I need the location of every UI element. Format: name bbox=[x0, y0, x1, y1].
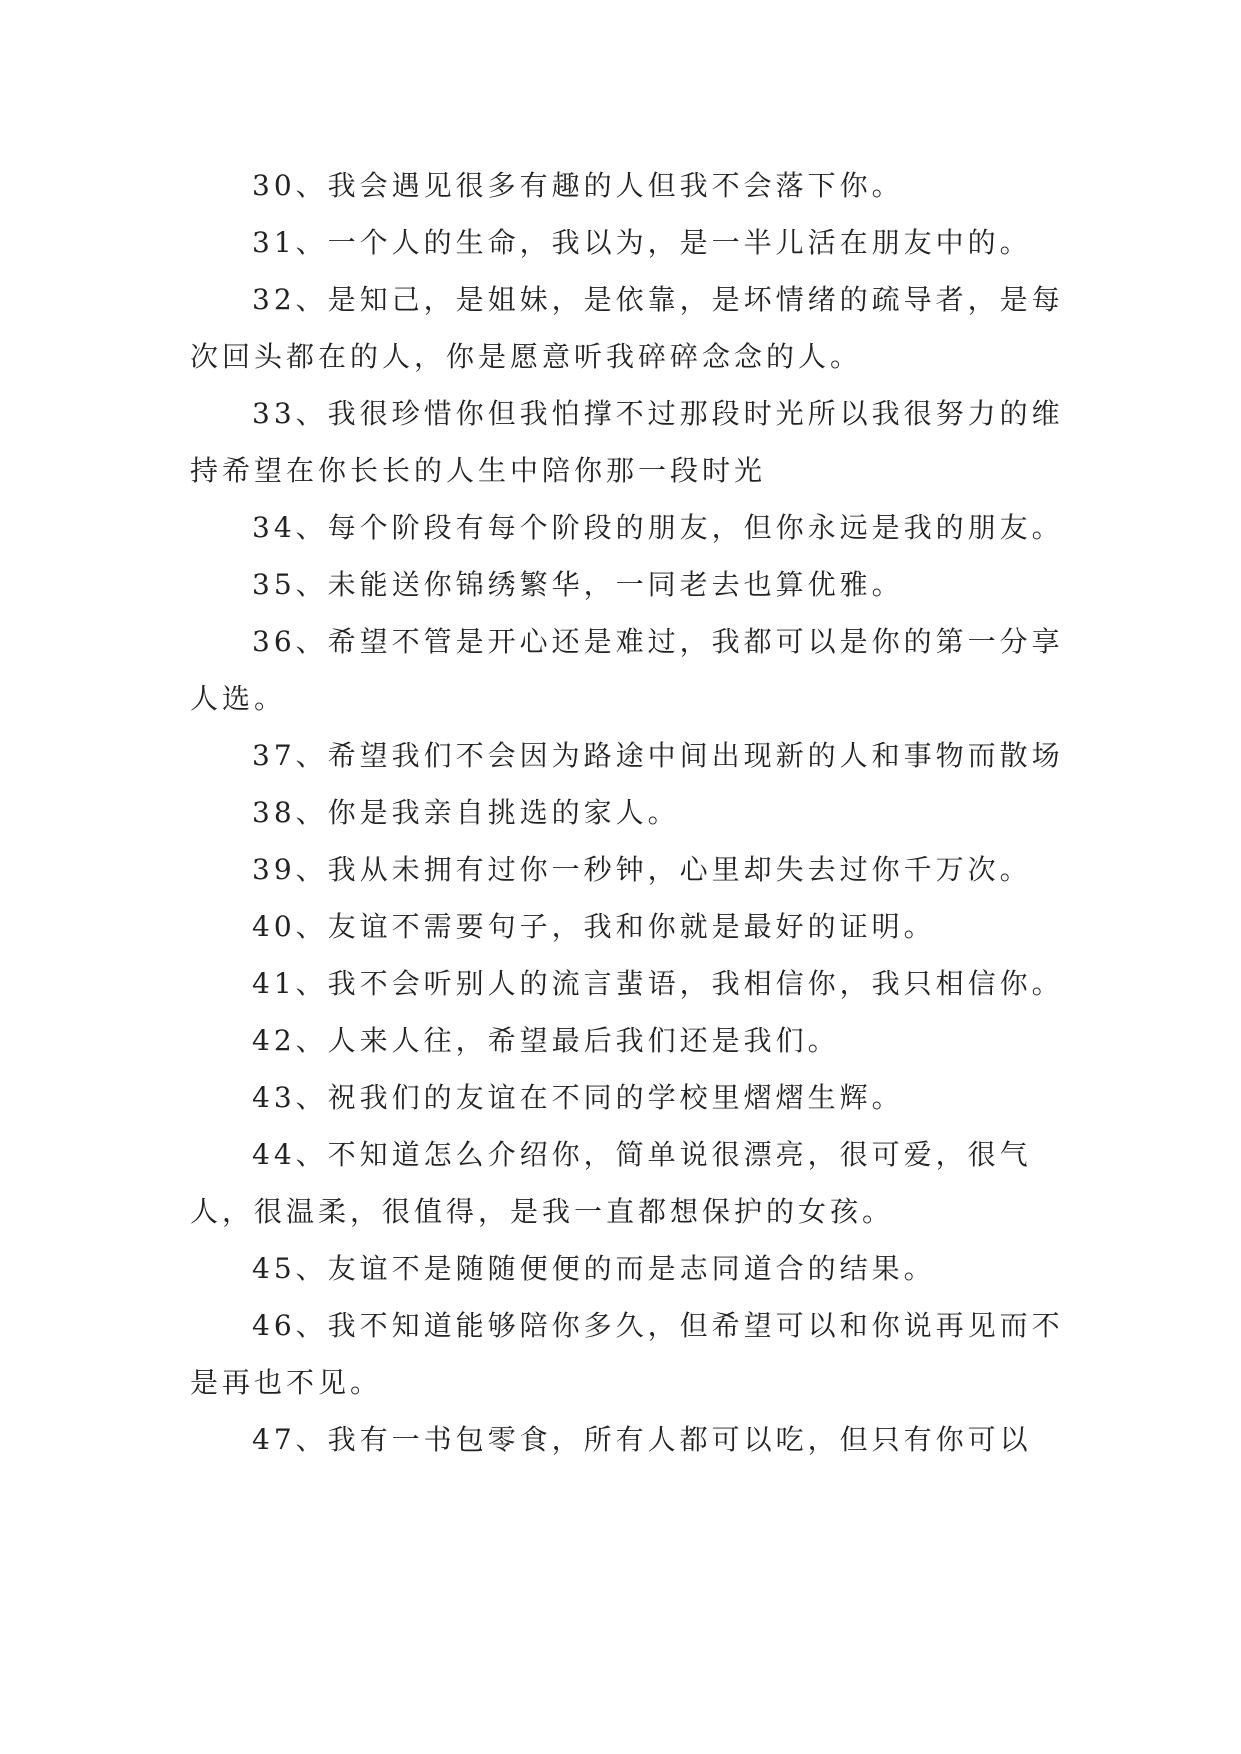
paragraph-43: 43、祝我们的友谊在不同的学校里熠熠生辉。 bbox=[252, 1081, 904, 1114]
paragraph-44: 44、不知道怎么介绍你，简单说很漂亮，很可爱，很气人，很温柔，很值得，是我一直都想保护的女孩。 bbox=[190, 1138, 1032, 1228]
paragraph-30: 30、我会遇见很多有趣的人但我不会落下你。 bbox=[252, 169, 904, 202]
paragraph-47: 47、我有一书包零食，所有人都可以吃，但只有你可以 bbox=[252, 1423, 1032, 1456]
paragraph-41: 41、我不会听别人的流言蜚语，我相信你，我只相信你。 bbox=[252, 967, 1064, 1000]
paragraph-39: 39、我从未拥有过你一秒钟，心里却失去过你千万次。 bbox=[252, 853, 1032, 886]
paragraph-32: 32、是知己，是姐妹，是依靠，是坏情绪的疏导者，是每次回头都在的人，你是愿意听我碎碎念念的人。 bbox=[190, 283, 1064, 373]
paragraph-45: 45、友谊不是随随便便的而是志同道合的结果。 bbox=[252, 1252, 936, 1285]
paragraph-38: 38、你是我亲自挑选的家人。 bbox=[252, 796, 680, 829]
paragraph-46: 46、我不知道能够陪你多久，但希望可以和你说再见而不是再也不见。 bbox=[190, 1309, 1064, 1399]
paragraph-35: 35、未能送你锦绣繁华，一同老去也算优雅。 bbox=[252, 568, 904, 601]
paragraph-42: 42、人来人往，希望最后我们还是我们。 bbox=[252, 1024, 840, 1057]
paragraph-36: 36、希望不管是开心还是难过，我都可以是你的第一分享人选。 bbox=[190, 625, 1064, 715]
paragraph-37: 37、希望我们不会因为路途中间出现新的人和事物而散场 bbox=[252, 739, 1064, 772]
paragraph-33: 33、我很珍惜你但我怕撑不过那段时光所以我很努力的维持希望在你长长的人生中陪你那一段时光 bbox=[190, 397, 1064, 487]
paragraph-34: 34、每个阶段有每个阶段的朋友，但你永远是我的朋友。 bbox=[252, 511, 1064, 544]
paragraph-31: 31、一个人的生命，我以为，是一半儿活在朋友中的。 bbox=[252, 226, 1032, 259]
document-body bbox=[190, 157, 1090, 1468]
paragraph-40: 40、友谊不需要句子，我和你就是最好的证明。 bbox=[252, 910, 936, 943]
